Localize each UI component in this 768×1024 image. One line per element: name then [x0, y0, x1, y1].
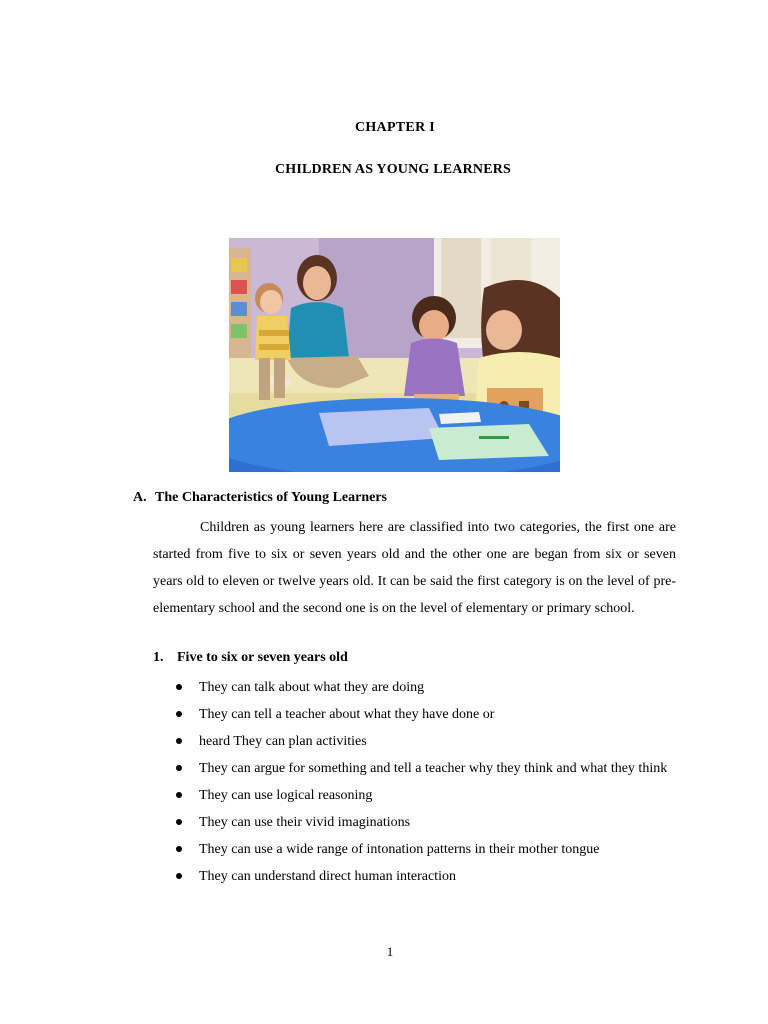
subsection-title: Five to six or seven years old — [177, 650, 348, 665]
list-item: They can talk about what they are doing — [174, 674, 684, 701]
list-item: They can use their vivid imaginations — [174, 809, 684, 836]
bullet-icon — [176, 684, 182, 690]
chapter-label: CHAPTER I — [354, 120, 436, 135]
bullet-icon — [176, 738, 182, 744]
list-item: They can use logical reasoning — [174, 782, 684, 809]
section-marker: A. — [133, 490, 147, 505]
bullet-icon — [176, 711, 182, 717]
subsection-number: 1. — [153, 650, 164, 665]
bullet-icon — [176, 873, 182, 879]
bullet-icon — [176, 765, 182, 771]
intro-paragraph: Children as young learners here are classified into two categories, the first one are started from five to six or seven years old and the other one are began from six or seven years old to eleven or twelve years old. It can be said the first category is on the level of pre-elementary school and the second one is on the level of elementary or primary school. — [153, 520, 676, 616]
section-heading — [133, 490, 387, 506]
page-number: 1 — [386, 944, 394, 959]
bullet-icon — [176, 846, 182, 852]
list-item: They can use a wide range of intonation patterns in their mother tongue — [174, 836, 684, 863]
list-item: They can tell a teacher about what they have done or — [174, 701, 684, 728]
classroom-photo — [229, 238, 560, 472]
subsection-heading — [153, 650, 348, 666]
list-item: They can understand direct human interaction — [174, 863, 684, 890]
bullet-icon — [176, 819, 182, 825]
bullet-icon — [176, 792, 182, 798]
list-item: heard They can plan activities — [174, 728, 684, 755]
characteristics-list — [174, 674, 684, 890]
chapter-title: CHILDREN AS YOUNG LEARNERS — [274, 162, 512, 177]
section-title: The Characteristics of Young Learners — [155, 490, 388, 505]
list-item: They can argue for something and tell a teacher why they think and what they think — [174, 755, 684, 782]
